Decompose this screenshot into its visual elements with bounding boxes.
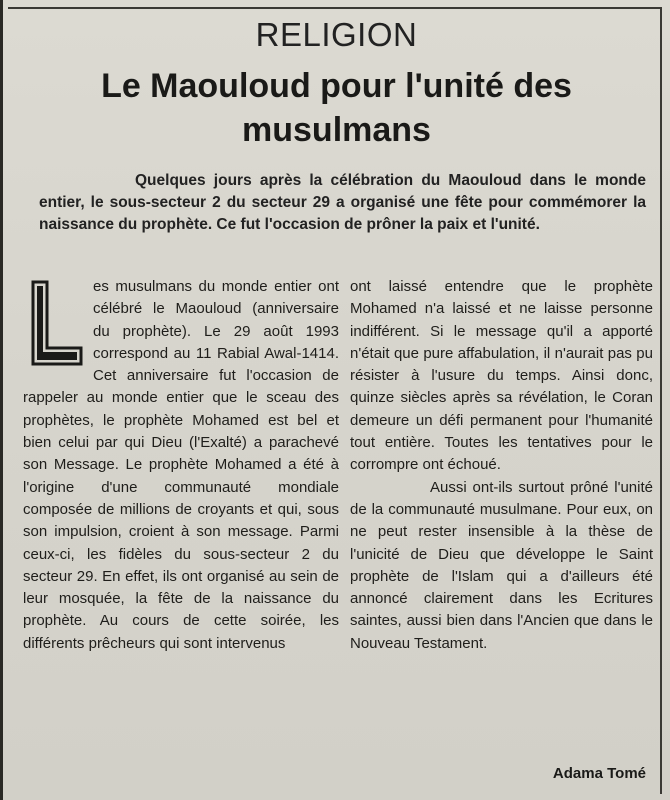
drop-cap-letter-icon bbox=[23, 278, 85, 368]
section-rubric: RELIGION bbox=[255, 16, 418, 53]
author-signature: Adama Tomé bbox=[552, 765, 646, 782]
frame-right-rule bbox=[660, 7, 662, 794]
body-paragraph-3: Aussi ont-ils surtout prôné l'unité de la communauté musulmane. Pour eux, on ne peut rester insensible à la thèse de l'unicité de Dieu que développe le Saint prophète de l'Islam qui a d'ailleurs été annoncé clairement dans les Ecritures saintes, aussi bien dans l'Ancien que dans le Nouveau Testament. bbox=[350, 478, 653, 652]
article-headline: Le Maouloud pour l'unité des musulmans bbox=[101, 67, 572, 149]
body-paragraph-1: es musulmans du monde entier ont célébré le Maouloud (anniversaire du prophète). Le 29 août 1993 correspond au 11 Rabial Awal-1414. Cet anniversaire fut l'occasion de rappeler au monde entier que le sceau des prophètes, le prophète Mohamed est bel et bien celui par qui Dieu (l'Exalté) a parachevé son Message. Le prophète Mohamed a été à l'origine d'une communauté mondiale composée de millions de croyants et qui, sous son impulsion, croient à son message. Parmi ceux-ci, les fidèles du sous-secteur 2 du secteur 29. En effet, ils ont organisé au sein de leur mosquée, la fête de la naissance du prophète. Au cours de cette soirée, les différents prêcheurs qui sont intervenus bbox=[23, 278, 339, 652]
frame-top-rule bbox=[8, 7, 662, 9]
drop-cap bbox=[23, 278, 85, 368]
body-column-1 bbox=[23, 276, 339, 655]
body-paragraph-2: ont laissé entendre que le prophète Mohamed n'a laissé et ne laisse personne indifférent. Si le message qu'il a apporté n'était que pure affabulation, il n'aurait pas pu résister à l'usure du temps. Ainsi donc, quinze siècles après sa révélation, le Coran demeure un défi permanent pour l'humanité tout entière. Toutes les tentatives pour le corrompre ont échoué. bbox=[350, 278, 653, 474]
lead-paragraph: Quelques jours après la célébration du Maouloud dans le monde entier, le sous-secteur 2 du secteur 29 a organisé une fête pour commémorer la naissance du prophète. Ce fut l'occasion de prôner la paix et l'unité. bbox=[39, 172, 646, 233]
article-lead bbox=[39, 170, 646, 236]
body-column-2 bbox=[350, 276, 653, 655]
